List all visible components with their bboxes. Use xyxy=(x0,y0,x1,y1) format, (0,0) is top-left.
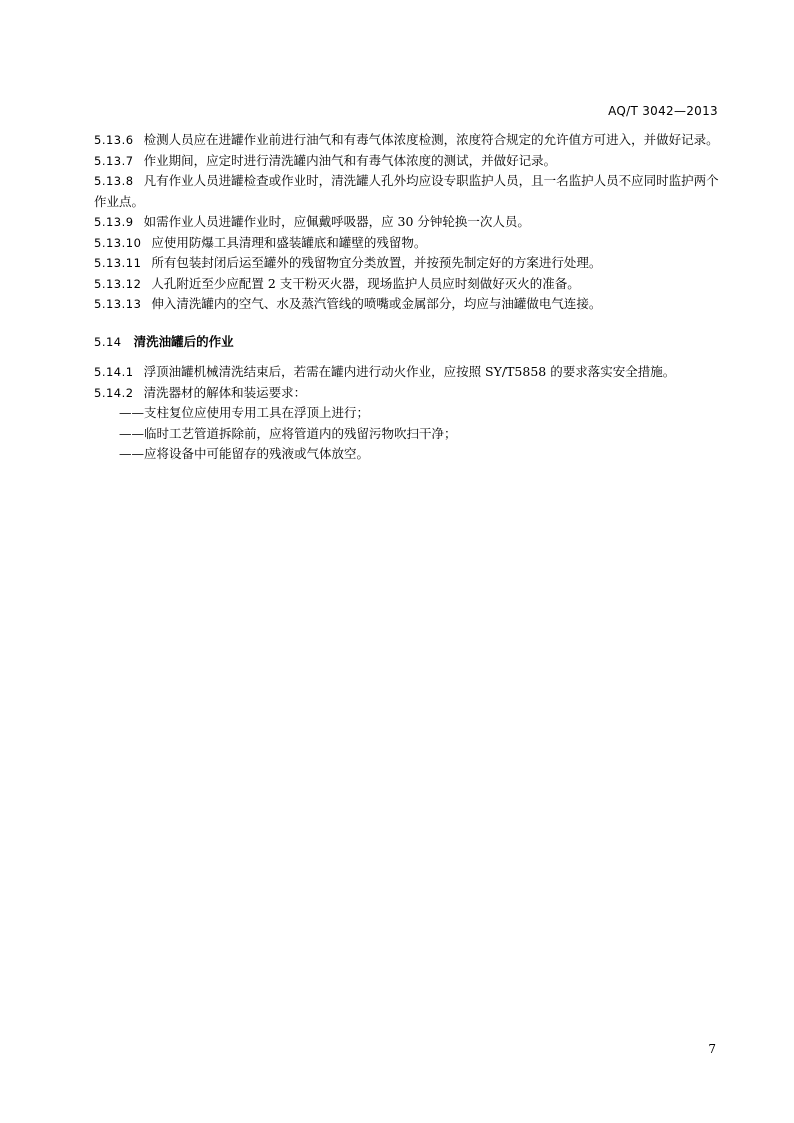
clause-text: 所有包装封闭后运至罐外的残留物宜分类放置，并按预先制定好的方案进行处理。 xyxy=(151,255,602,270)
clause-5-13-10 xyxy=(94,233,720,254)
clause-number: 5.13.6 xyxy=(94,133,134,147)
clause-text: 人孔附近至少应配置 2 支干粉灭火器，现场监护人员应时刻做好灭火的准备。 xyxy=(151,275,580,291)
clause-text: 应使用防爆工具清理和盛装罐底和罐壁的残留物。 xyxy=(151,234,427,250)
dash-list-item: ——应将设备中可能留存的残液或气体放空。 xyxy=(119,446,370,461)
section-heading-5-14 xyxy=(94,332,720,353)
clause-5-13-9 xyxy=(94,212,720,233)
clause-5-13-7 xyxy=(94,151,720,172)
clause-number: 5.14.2 xyxy=(94,385,134,400)
clause-number: 5.13.8 xyxy=(94,174,134,188)
clause-number: 5.13.7 xyxy=(94,153,134,168)
document-body xyxy=(94,130,720,465)
clause-text: 凡有作业人员进罐检查或作业时，清洗罐人孔外均应设专职监护人员，且一名监护人员不应同时监护两个作业点。 xyxy=(94,173,719,209)
clause-5-13-12 xyxy=(94,274,720,295)
clause-text: 作业期间，应定时进行清洗罐内油气和有毒气体浓度的测试，并做好记录。 xyxy=(143,152,557,168)
clause-text: 浮顶油罐机械清洗结束后，若需在罐内进行动火作业，应按照 SY/T5858 的要求落实安全措施。 xyxy=(143,364,676,379)
clause-number: 5.13.10 xyxy=(94,235,142,250)
clause-text: 检测人员应在进罐作业前进行油气和有毒气体浓度检测，浓度符合规定的允许值方可进入，并做好记录。 xyxy=(143,132,719,147)
dash-list-item: ——支柱复位应使用专用工具在浮顶上进行； xyxy=(119,405,370,420)
page-number: 7 xyxy=(708,1042,716,1056)
clause-5-13-6 xyxy=(94,130,720,151)
clause-text: 如需作业人员进罐作业时，应佩戴呼吸器，应 30 分钟轮换一次人员。 xyxy=(143,214,530,229)
clause-text: 伸入清洗罐内的空气、水及蒸汽管线的喷嘴或金属部分，均应与油罐做电气连接。 xyxy=(151,296,602,311)
standard-code-header: AQ/T 3042—2013 xyxy=(608,104,718,118)
clause-number: 5.13.12 xyxy=(94,276,142,291)
clause-number: 5.13.11 xyxy=(94,256,142,270)
clause-5-13-8 xyxy=(94,171,720,212)
clause-text: 清洗器材的解体和装运要求： xyxy=(143,384,307,400)
clause-5-14-2 xyxy=(94,383,720,404)
clause-5-13-13 xyxy=(94,294,720,315)
clause-number: 5.14.1 xyxy=(94,365,134,379)
clause-number: 5.13.9 xyxy=(94,215,134,229)
clause-5-13-11 xyxy=(94,253,720,274)
clause-5-14-1 xyxy=(94,362,720,383)
section-title: 清洗油罐后的作业 xyxy=(133,333,234,349)
section-number: 5.14 xyxy=(94,334,122,349)
dash-list-item: ——临时工艺管道拆除前，应将管道内的残留污物吹扫干净； xyxy=(119,425,457,441)
clause-number: 5.13.13 xyxy=(94,297,142,311)
